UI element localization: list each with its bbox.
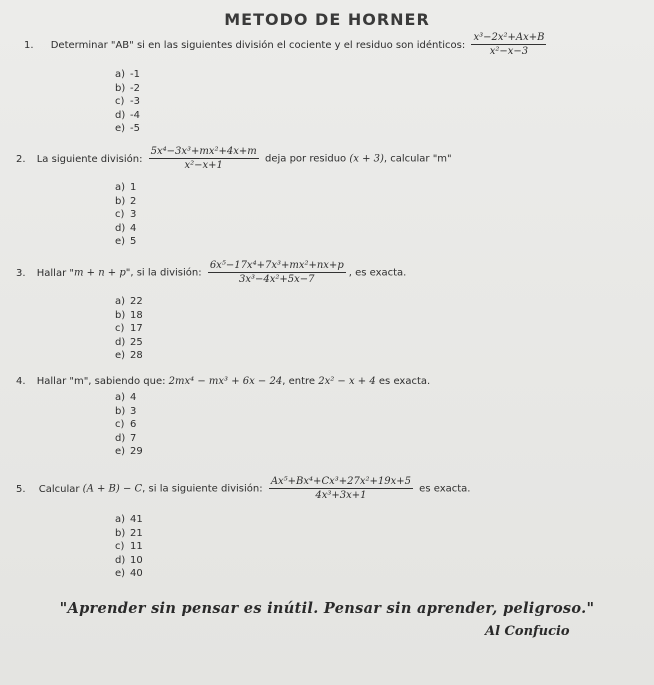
option-letter: c) bbox=[115, 541, 125, 553]
option-letter: e) bbox=[115, 350, 126, 362]
option-value: 6 bbox=[130, 419, 137, 431]
option-letter: e) bbox=[115, 446, 126, 458]
option-d[interactable] bbox=[115, 432, 143, 446]
option-value: 7 bbox=[130, 432, 137, 444]
fraction-numerator: x³−2x²+Ax+B bbox=[473, 32, 545, 43]
option-letter: d) bbox=[115, 554, 126, 566]
option-letter: e) bbox=[115, 568, 126, 580]
option-letter: c) bbox=[115, 323, 125, 335]
option-d[interactable] bbox=[115, 109, 140, 123]
fraction bbox=[269, 476, 413, 501]
option-a[interactable] bbox=[115, 391, 143, 405]
option-letter: c) bbox=[115, 419, 125, 431]
option-value: 10 bbox=[130, 554, 143, 566]
option-value: 28 bbox=[130, 350, 143, 362]
question-number: 3. bbox=[16, 267, 26, 279]
option-letter: a) bbox=[115, 296, 126, 307]
option-e[interactable] bbox=[115, 122, 140, 136]
question-number: 2. bbox=[16, 153, 26, 165]
option-letter: d) bbox=[115, 432, 126, 444]
option-value: 25 bbox=[130, 336, 143, 348]
option-letter: b) bbox=[115, 527, 126, 539]
option-letter: b) bbox=[115, 195, 126, 207]
question-text-after: deja por residuo bbox=[264, 153, 347, 165]
option-value: 29 bbox=[130, 446, 143, 458]
options-q1 bbox=[115, 68, 140, 136]
option-letter: b) bbox=[115, 309, 126, 321]
fraction-denominator: x²−x−3 bbox=[489, 46, 529, 57]
option-b[interactable] bbox=[115, 309, 143, 323]
option-value: 40 bbox=[130, 568, 143, 580]
question-5 bbox=[16, 476, 470, 501]
option-e[interactable] bbox=[115, 567, 143, 581]
option-value: 3 bbox=[130, 405, 137, 417]
option-c[interactable] bbox=[115, 540, 143, 554]
question-text: La siguiente división: bbox=[36, 153, 143, 165]
option-letter: d) bbox=[115, 336, 126, 348]
options-q5 bbox=[115, 513, 143, 581]
option-letter: e) bbox=[115, 123, 126, 135]
question-text: Determinar "AB" si en las siguientes división el cociente y el residuo son idénticos: bbox=[50, 39, 466, 51]
option-c[interactable] bbox=[115, 418, 143, 432]
question-text-mid: , entre bbox=[282, 376, 316, 387]
option-value: 4 bbox=[130, 222, 137, 234]
fraction-denominator: 3x³−4x²+5x−7 bbox=[239, 274, 315, 285]
fraction bbox=[208, 260, 346, 285]
option-c[interactable] bbox=[115, 95, 140, 109]
question-4 bbox=[16, 376, 430, 387]
option-letter: b) bbox=[115, 405, 126, 417]
option-letter: a) bbox=[115, 182, 126, 193]
quote-author: Al Confucio bbox=[485, 624, 570, 639]
question-text-tail: , calcular "m" bbox=[383, 153, 452, 165]
option-b[interactable] bbox=[115, 82, 140, 96]
option-value: 4 bbox=[130, 392, 137, 403]
option-value: -5 bbox=[130, 123, 140, 135]
option-a[interactable] bbox=[115, 513, 143, 527]
option-b[interactable] bbox=[115, 195, 136, 209]
residue-expression: (x + 3) bbox=[349, 153, 384, 165]
options-q2 bbox=[115, 181, 136, 249]
question-text: Calcular bbox=[38, 483, 80, 495]
fraction bbox=[149, 146, 259, 171]
options-q4 bbox=[115, 391, 143, 459]
option-value: 2 bbox=[130, 195, 137, 207]
option-a[interactable] bbox=[115, 181, 136, 195]
target-expression: (A + B) − C bbox=[82, 483, 143, 495]
option-value: -4 bbox=[130, 109, 140, 121]
option-letter: d) bbox=[115, 109, 126, 121]
option-letter: d) bbox=[115, 222, 126, 234]
option-a[interactable] bbox=[115, 295, 143, 309]
option-value: 41 bbox=[130, 514, 143, 525]
option-letter: b) bbox=[115, 82, 126, 94]
option-value: 5 bbox=[130, 236, 137, 248]
question-text-mid: ", si la división: bbox=[125, 267, 202, 279]
fraction bbox=[471, 32, 546, 57]
question-text: Hallar "m", sabiendo que: bbox=[36, 376, 166, 387]
option-d[interactable] bbox=[115, 554, 143, 568]
option-value: 22 bbox=[130, 296, 143, 307]
fraction-denominator: x²−x+1 bbox=[184, 160, 223, 171]
options-q3 bbox=[115, 295, 143, 363]
question-text-mid: , si la siguiente división: bbox=[142, 483, 263, 495]
page-title: METODO DE HORNER bbox=[224, 10, 430, 29]
fraction-numerator: 6x⁵−17x⁴+7x³+mx²+nx+p bbox=[209, 260, 344, 271]
question-number: 1. bbox=[24, 39, 34, 51]
fraction-denominator: 4x³+3x+1 bbox=[315, 490, 367, 501]
fraction-numerator: Ax⁵+Bx⁴+Cx³+27x²+19x+5 bbox=[270, 476, 411, 487]
option-letter: c) bbox=[115, 96, 125, 108]
option-b[interactable] bbox=[115, 527, 143, 541]
question-text-after: es exacta. bbox=[419, 483, 471, 495]
option-value: 18 bbox=[130, 309, 143, 321]
question-text: Hallar " bbox=[36, 267, 74, 279]
option-a[interactable] bbox=[115, 68, 140, 82]
sum-expression: m + n + p bbox=[73, 267, 126, 279]
divisor-expression: 2x² − x + 4 bbox=[318, 376, 376, 387]
option-c[interactable] bbox=[115, 208, 136, 222]
option-value: -1 bbox=[130, 69, 140, 80]
option-value: 17 bbox=[130, 323, 143, 335]
option-value: 1 bbox=[130, 182, 137, 193]
option-value: 21 bbox=[130, 527, 143, 539]
question-number: 5. bbox=[16, 483, 26, 495]
option-letter: a) bbox=[115, 392, 126, 403]
option-e[interactable] bbox=[115, 349, 143, 363]
question-number: 4. bbox=[16, 376, 26, 387]
question-3 bbox=[16, 260, 406, 285]
question-text-after: es exacta. bbox=[378, 376, 431, 387]
question-2 bbox=[16, 146, 452, 171]
option-letter: a) bbox=[115, 514, 126, 525]
question-1 bbox=[24, 32, 549, 57]
option-e[interactable] bbox=[115, 445, 143, 459]
option-d[interactable] bbox=[115, 222, 136, 236]
option-b[interactable] bbox=[115, 405, 143, 419]
option-letter: c) bbox=[115, 209, 125, 221]
option-value: 11 bbox=[130, 541, 143, 553]
question-text-after: , es exacta. bbox=[348, 267, 407, 279]
option-c[interactable] bbox=[115, 322, 143, 336]
option-letter: e) bbox=[115, 236, 126, 248]
option-value: 3 bbox=[130, 209, 137, 221]
option-e[interactable] bbox=[115, 235, 136, 249]
dividend-expression: 2mx⁴ − mx³ + 6x − 24 bbox=[168, 376, 283, 387]
option-value: -2 bbox=[130, 82, 140, 94]
option-letter: a) bbox=[115, 69, 126, 80]
option-value: -3 bbox=[130, 96, 140, 108]
quote-text: "Aprender sin pensar es inútil. Pensar sin aprender, peligroso." bbox=[59, 600, 595, 617]
fraction-numerator: 5x⁴−3x³+mx²+4x+m bbox=[150, 146, 257, 157]
option-d[interactable] bbox=[115, 336, 143, 350]
